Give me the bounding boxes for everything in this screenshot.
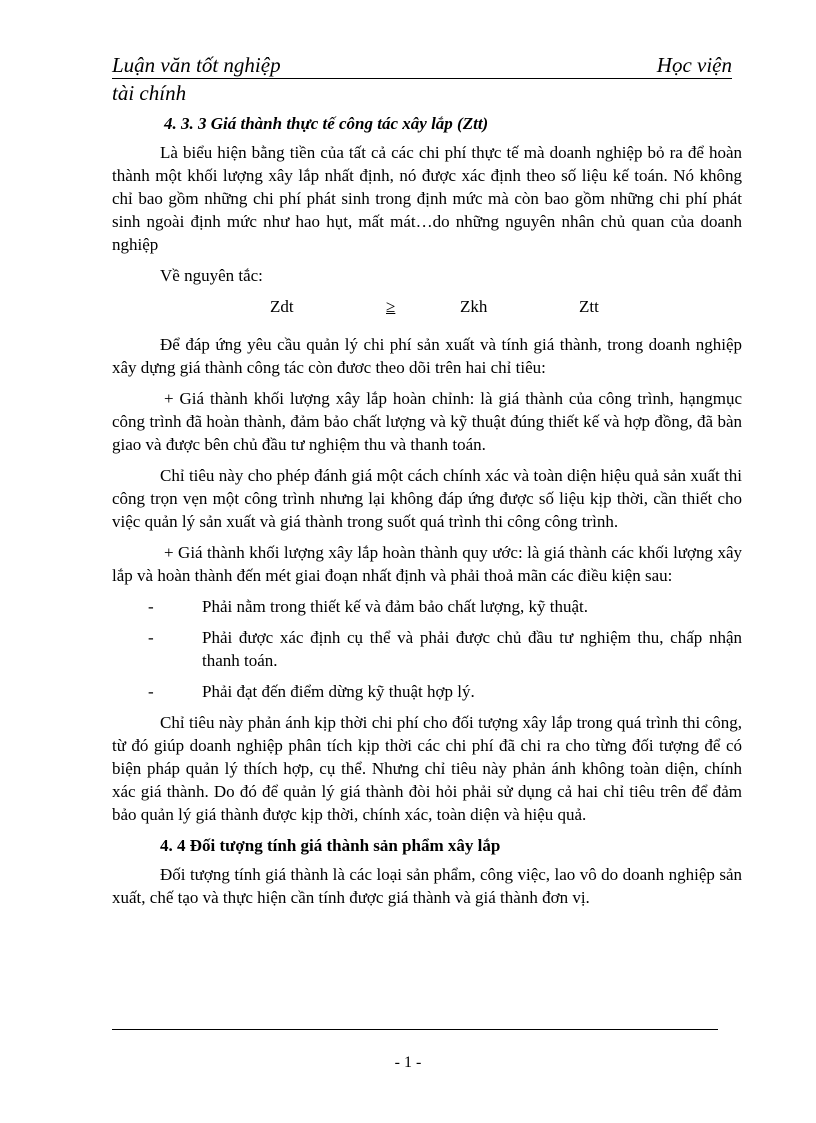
page-number: - 1 - [394,1054,422,1071]
bullet-text: Phải nằm trong thiết kế và đảm bảo chất lượng, kỹ thuật. [202,597,588,616]
footer-rule [112,1029,718,1030]
principle-label: Về nguyên tắc: [160,266,263,285]
formula-ztt: Ztt [579,297,599,316]
paragraph: Chỉ tiêu này cho phép đánh giá một cách chính xác và toàn diện hiệu quả sản xuất thi công trọn vẹn một công trình nhưng lại không đáp ứng được số liệu kịp thời, cần thiết cho việc quản lý sản xuất và giá thành trong suốt quá trình thi công công trình. [112,466,742,531]
document-body [112,112,742,917]
bullet-item [112,680,742,703]
bullet-text: Phải đạt đến điểm dừng kỹ thuật hợp lý. [202,682,475,701]
header-left-text: Luận văn tốt nghiệp [112,53,281,77]
paragraph: + Giá thành khối lượng xây lắp hoàn thành quy ước: là giá thành các khối lượng xây lắp và hoàn thành đến mét giai đoạn nhất định và phải thoả mãn các điều kiện sau: [112,543,742,585]
bullet-text: Phải được xác định cụ thể và phải được chủ đầu tư nghiệm thu, chấp nhận thanh toán. [202,628,742,670]
bullet-item [112,626,742,672]
formula [112,295,742,321]
paragraph: Là biểu hiện bằng tiền của tất cả các chi phí thực tế mà doanh nghiệp bỏ ra để hoàn thành một khối lượng xây lắp nhất định, nó được xác định theo số liệu kế toán. Nó không chỉ bao gồm những chi phí phát sinh trong định mức mà còn bao gồm những chi phí phát sinh ngoài định mức như hao hụt, mất mát…do những nguyên nhân chủ quan của doanh nghiệp [112,143,742,254]
bullet-item [112,595,742,618]
paragraph: + Giá thành khối lượng xây lắp hoàn chỉnh: là giá thành của công trình, hạngmục công trình đã hoàn thành, đảm bảo chất lượng và kỹ thuật đúng thiết kế và hợp đồng, đã bàn giao và được bên chủ đầu tư nghiệm thu và thanh toán. [112,389,742,454]
bullet-dash: - [148,597,154,616]
paragraph: Để đáp ứng yêu cầu quản lý chi phí sản xuất và tính giá thành, trong doanh nghiệp xây dựng giá thành công tác còn đươc theo dõi trên hai chỉ tiêu: [112,335,742,377]
section-heading-433: 4. 3. 3 Giá thành thực tế công tác xây lắp (Ztt) [164,114,489,133]
paragraph: Đối tượng tính giá thành là các loại sản phẩm, công việc, lao vô do doanh nghiệp sản xuất, chế tạo và thực hiện cần tính được giá thành và giá thành đơn vị. [112,865,742,907]
header-second-line: tài chính [112,81,187,105]
bullet-dash: - [148,628,154,647]
formula-zkh: Zkh [460,297,488,316]
paragraph: Chỉ tiêu này phản ánh kịp thời chi phí cho đối tượng xây lắp trong quá trình thi công, từ đó giúp doanh nghiệp phân tích kịp thời các chi phí đã chi ra cho từng đối tượng để có biện pháp quản lý thích hợp, cụ thể. Nhưng chỉ tiêu này phản ánh không toàn diện, chính xác giá thành. Do đó để quản lý giá thành đòi hỏi phải sử dụng cả hai chỉ tiêu trên để đảm bảo quản lý giá thành được kịp thời, chính xác, toàn diện và hiệu quả. [112,713,742,824]
header-right-text: Học viện [656,53,732,77]
formula-operator: ≥ [386,297,396,316]
bullet-dash: - [148,682,154,701]
section-heading-44: 4. 4 Đối tượng tính giá thành sản phẩm xây lắp [160,836,501,855]
running-header [112,52,732,79]
formula-zdt: Zdt [270,297,294,316]
